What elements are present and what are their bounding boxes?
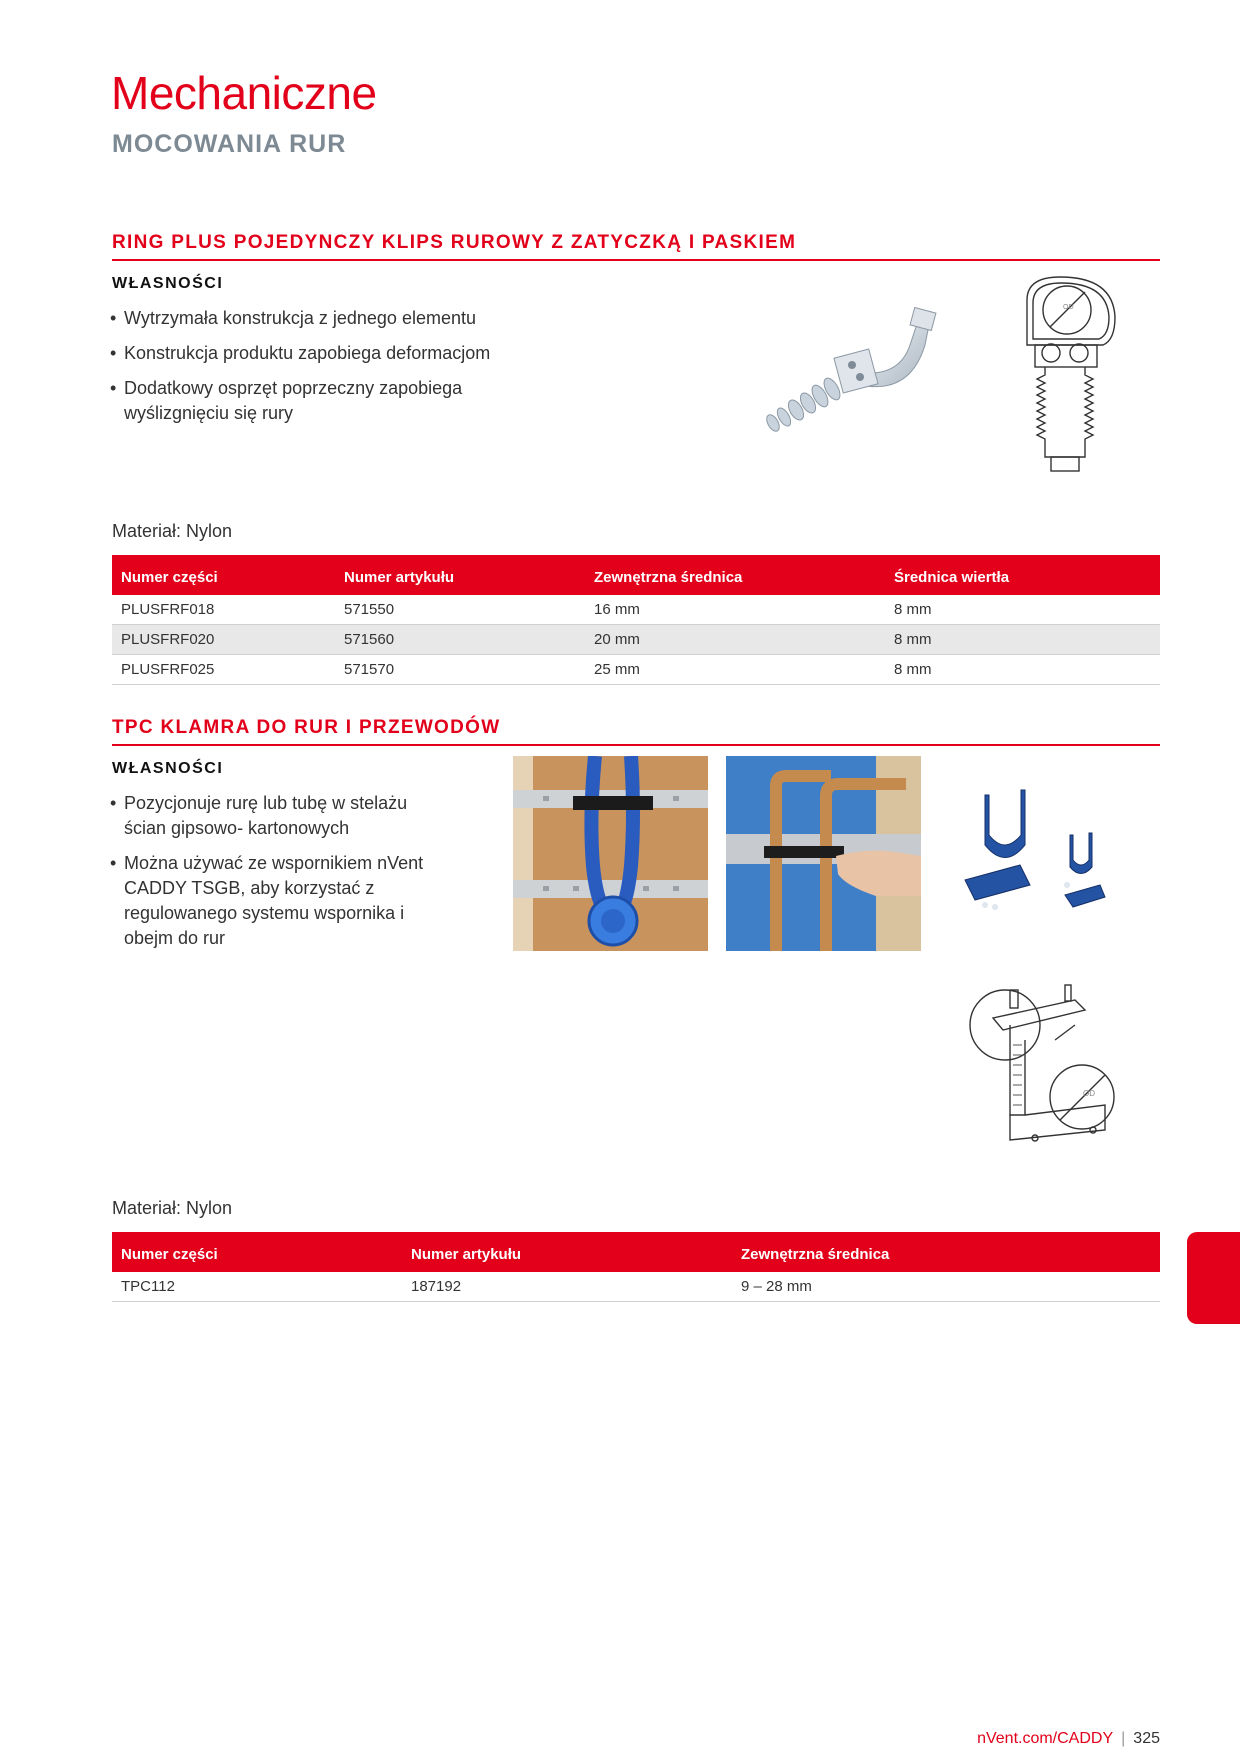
chapter-tab	[1187, 1232, 1240, 1324]
table-cell: 571550	[335, 595, 585, 625]
table-cell: 187192	[402, 1272, 732, 1302]
table-cell: PLUSFRF025	[112, 655, 335, 685]
tpc-copper-pipe-photo	[726, 756, 921, 951]
spec-table-tpc	[112, 1232, 1160, 1302]
table-row	[112, 1272, 1160, 1302]
table-header: Numer części	[112, 1232, 402, 1272]
table-cell: 9 – 28 mm	[732, 1272, 1160, 1302]
table-row	[112, 655, 1160, 685]
tpc-conduit-photo	[513, 756, 708, 951]
page-footer	[977, 1730, 1160, 1748]
ring-plus-clip-image	[760, 305, 940, 440]
table-cell: PLUSFRF020	[112, 625, 335, 655]
table-header: Średnica wiertła	[885, 555, 1160, 595]
spec-table-ring-plus	[112, 555, 1160, 685]
section-title-ring-plus: RING PLUS POJEDYNCZY KLIPS RUROWY Z ZATYCZKĄ I PASKIEM	[112, 232, 797, 253]
table-header: Zewnętrzna średnica	[585, 555, 885, 595]
feature-item: • Konstrukcja produktu zapobiega deformacjom	[110, 341, 530, 366]
tpc-technical-drawing	[965, 980, 1125, 1160]
properties-heading: WŁASNOŚCI	[112, 275, 224, 292]
properties-heading: WŁASNOŚCI	[112, 760, 224, 777]
table-cell: 8 mm	[885, 655, 1160, 685]
section-title-tpc: TPC KLAMRA DO RUR I PRZEWODÓW	[112, 717, 501, 738]
footer-link[interactable]: nVent.com/CADDY	[977, 1730, 1114, 1747]
feature-list	[110, 306, 530, 436]
feature-item: • Wytrzymała konstrukcja z jednego elementu	[110, 306, 530, 331]
feature-item: • Dodatkowy osprzęt poprzeczny zapobiega wyślizgnięciu się rury	[110, 376, 530, 426]
page-number: 325	[1133, 1730, 1160, 1747]
table-cell: 8 mm	[885, 625, 1160, 655]
table-header: Zewnętrzna średnica	[732, 1232, 1160, 1272]
page-title: Mechaniczne	[111, 67, 377, 119]
table-cell: 16 mm	[585, 595, 885, 625]
table-cell: 25 mm	[585, 655, 885, 685]
table-cell: PLUSFRF018	[112, 595, 335, 625]
table-cell: 8 mm	[885, 595, 1160, 625]
ring-plus-technical-drawing	[1015, 275, 1125, 475]
table-cell: TPC112	[112, 1272, 402, 1302]
table-cell: 20 mm	[585, 625, 885, 655]
table-row	[112, 625, 1160, 655]
feature-item: • Można używać ze wspornikiem nVent CADDY TSGB, aby korzystać z regulowanego systemu wspornika i obejm do rur	[110, 851, 430, 951]
od-label: OD	[1083, 1089, 1095, 1098]
table-header: Numer artykułu	[402, 1232, 732, 1272]
table-header: Numer artykułu	[335, 555, 585, 595]
footer-separator: |	[1121, 1730, 1126, 1747]
table-cell: 571570	[335, 655, 585, 685]
tpc-clamp-product-image	[955, 785, 1125, 915]
feature-item: • Pozycjonuje rurę lub tubę w stelażu ścian gipsowo- kartonowych	[110, 791, 430, 841]
material-label: Materiał: Nylon	[112, 1198, 233, 1218]
table-header: Numer części	[112, 555, 335, 595]
section-divider	[112, 744, 1160, 746]
section-divider	[112, 259, 1160, 261]
table-row	[112, 595, 1160, 625]
od-label: OD	[1063, 304, 1074, 311]
material-label: Materiał: Nylon	[112, 521, 233, 541]
table-cell: 571560	[335, 625, 585, 655]
feature-list	[110, 791, 430, 961]
page-subtitle: MOCOWANIA RUR	[112, 130, 347, 158]
